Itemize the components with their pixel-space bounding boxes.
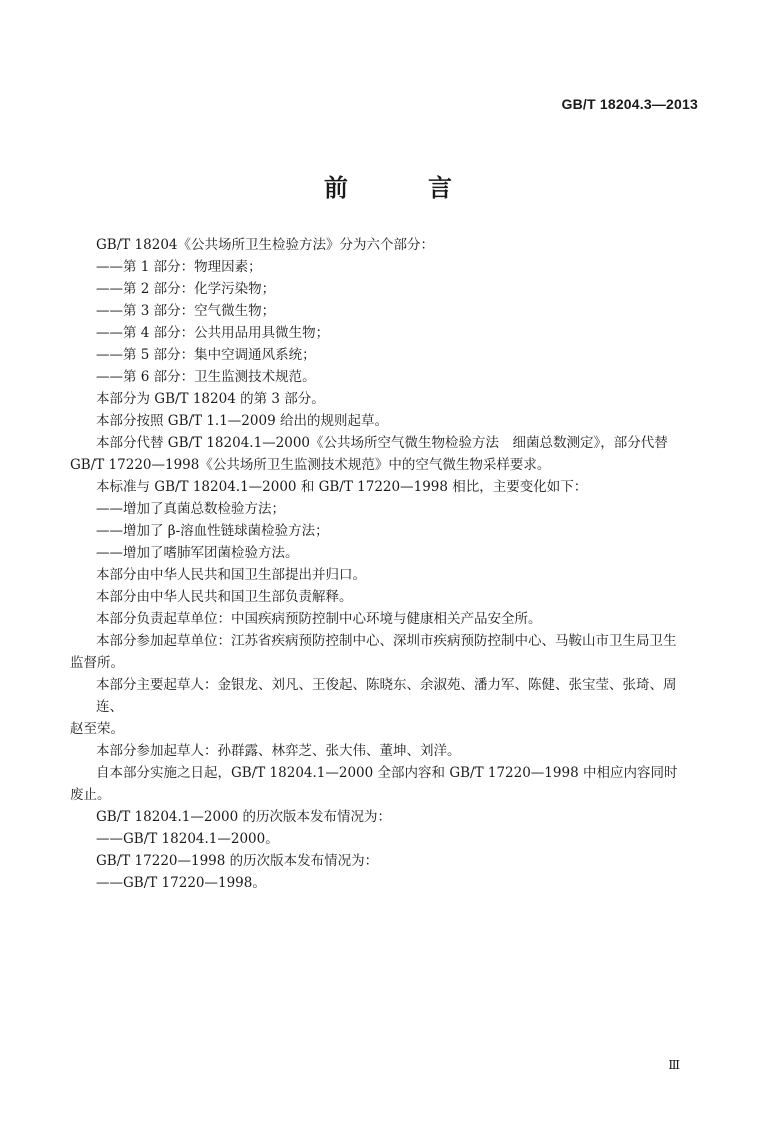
paragraph: 本部分由中华人民共和国卫生部负责解释。: [96, 589, 353, 605]
paragraph: 自本部分实施之日起，GB/T 18204.1—2000 全部内容和 GB/T 17220—1998 中相应内容同时: [96, 765, 678, 781]
paragraph-continuation: 监督所。: [70, 655, 124, 671]
paragraph-continuation: 废止。: [70, 787, 111, 803]
paragraph: GB/T 17220—1998 的历次版本发布情况为：: [96, 853, 379, 869]
paragraph: 本部分代替 GB/T 18204.1—2000《公共场所空气微生物检验方法 细菌总数测定》，部分代替: [96, 435, 668, 451]
paragraph-continuation: 赵至荣。: [70, 721, 124, 737]
foreword-body: [70, 234, 696, 894]
list-item: ——第 3 部分：空气微生物；: [96, 303, 276, 319]
paragraph: 本部分按照 GB/T 1.1—2009 给出的规则起草。: [96, 413, 388, 429]
list-item: ——第 5 部分：集中空调通风系统；: [96, 347, 316, 363]
paragraph: 本标准与 GB/T 18204.1—2000 和 GB/T 17220—1998 相比，主要变化如下：: [96, 479, 588, 495]
paragraph: 本部分参加起草单位：江苏省疾病预防控制中心、深圳市疾病预防控制中心、马鞍山市卫生局卫生: [96, 633, 677, 649]
standard-code: GB/T 18204.3—2013: [561, 96, 698, 112]
paragraph: GB/T 18204《公共场所卫生检验方法》分为六个部分：: [96, 237, 434, 253]
paragraph: 本部分主要起草人：金银龙、刘凡、王俊起、陈晓东、余淑苑、潘力军、陈健、张宝莹、张琦、周连、: [96, 677, 677, 715]
paragraph: 本部分由中华人民共和国卫生部提出并归口。: [96, 567, 366, 583]
list-item: ——GB/T 17220—1998。: [96, 875, 266, 891]
list-item: ——增加了 β-溶血性链球菌检验方法；: [96, 523, 329, 539]
paragraph: 本部分负责起草单位：中国疾病预防控制中心环境与健康相关产品安全所。: [96, 611, 542, 627]
paragraph: GB/T 18204.1—2000 的历次版本发布情况为：: [96, 809, 392, 825]
paragraph: 本部分参加起草人：孙群露、林弈芝、张大伟、董坤、刘洋。: [96, 743, 461, 759]
list-item: ——GB/T 18204.1—2000。: [96, 831, 279, 847]
list-item: ——第 2 部分：化学污染物；: [96, 281, 276, 297]
list-item: ——第 4 部分：公共用品用具微生物；: [96, 325, 330, 341]
list-item: ——第 1 部分：物理因素；: [96, 259, 262, 275]
list-item: ——增加了真菌总数检验方法；: [96, 501, 285, 517]
paragraph-continuation: GB/T 17220—1998《公共场所卫生监测技术规范》中的空气微生物采样要求。: [70, 457, 551, 473]
list-item: ——第 6 部分：卫生监测技术规范。: [96, 369, 316, 385]
page-number: Ⅲ: [668, 1058, 680, 1072]
list-item: ——增加了嗜肺军团菌检验方法。: [96, 545, 299, 561]
paragraph: 本部分为 GB/T 18204 的第 3 部分。: [96, 391, 325, 407]
page-title: 前 言: [324, 173, 480, 202]
